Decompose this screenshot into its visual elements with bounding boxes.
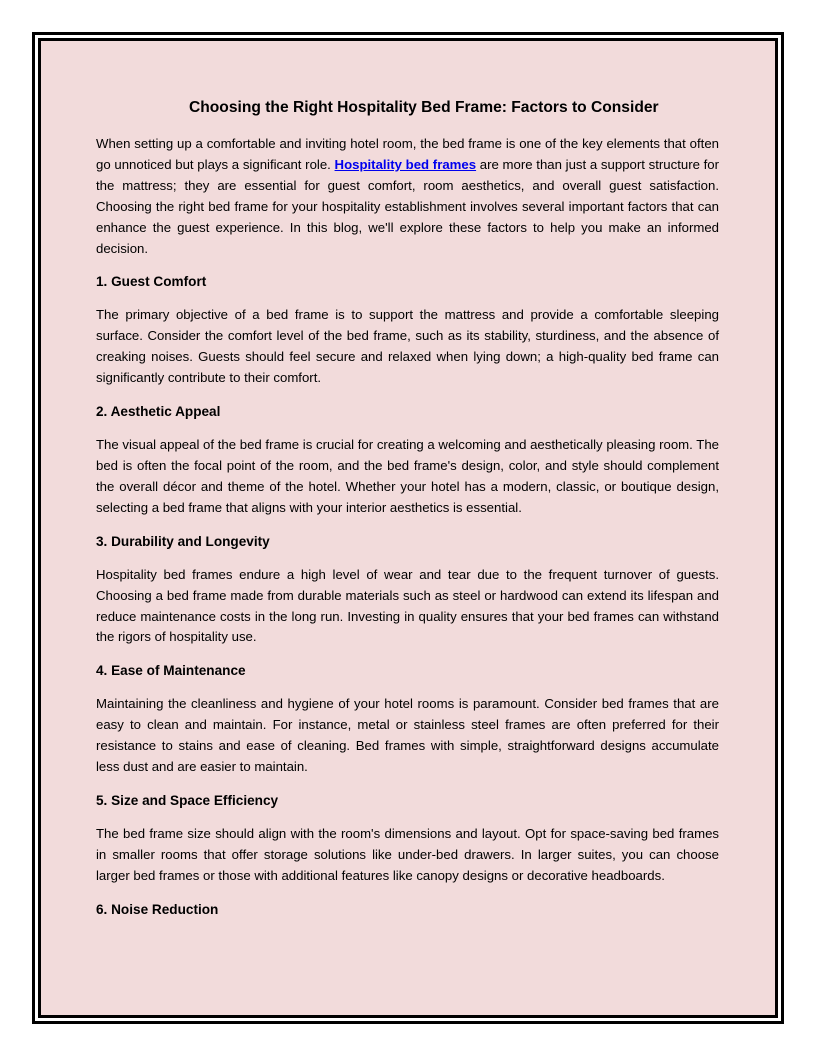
section-body-guest-comfort: The primary objective of a bed frame is to support the mattress and provide a comfortable sleeping surface. Consider the comfort level of the bed frame, such as its stability, sturdiness, and the absence of creaking noises. Guests should feel secure and relaxed when lying down; a high-quality bed frame can significantly contribute to their comfort. <box>96 307 719 386</box>
section-heading-size-space: 5. Size and Space Efficiency <box>96 792 279 808</box>
intro-text-after-link: are more than just a support structure for the mattress; they are essential for guest comfort, room aesthetics, and overall guest satisfaction. Choosing the right bed frame for your hospitality establishment involves several important factors that can enhance the guest experience. In this blog, we'll explore these factors to help you make an informed decision. <box>96 156 720 256</box>
section-heading-durability: 3. Durability and Longevity <box>96 533 270 549</box>
hospitality-bed-frames-link[interactable]: Hospitality bed frames <box>334 156 477 172</box>
section-heading-guest-comfort: 1. Guest Comfort <box>96 274 207 290</box>
intro-paragraph <box>96 134 719 259</box>
section-heading-maintenance: 4. Ease of Maintenance <box>96 663 246 679</box>
section-body-size-space: The bed frame size should align with the room's dimensions and layout. Opt for space-saving bed frames in smaller rooms that offer storage solutions like under-bed drawers. In larger suites, you can choose larger bed frames or those with additional features like canopy designs or decorative headboards. <box>96 825 719 883</box>
intro-text-before-link: When setting up a comfortable and inviting hotel room, the bed frame is one of the key elements that often go unnoticed but plays a significant role. <box>96 136 719 172</box>
section-heading-aesthetic-appeal: 2. Aesthetic Appeal <box>96 404 221 420</box>
section-body-durability: Hospitality bed frames endure a high level of wear and tear due to the frequent turnover of guests. Choosing a bed frame made from durable materials such as steel or hardwood can extend its lifespan and reduce maintenance costs in the long run. Investing in quality ensures that your bed frames can withstand the rigors of hospitality use. <box>96 566 719 645</box>
document-body <box>96 97 719 933</box>
section-body-maintenance: Maintaining the cleanliness and hygiene of your hotel rooms is paramount. Consider bed frames that are easy to clean and maintain. For instance, metal or stainless steel frames are often preferred for their resistance to stains and ease of cleaning. Bed frames with simple, straightforward designs accumulate less dust and are easier to maintain. <box>96 696 719 775</box>
section-heading-noise-reduction: 6. Noise Reduction <box>96 901 219 917</box>
section-body-aesthetic-appeal: The visual appeal of the bed frame is crucial for creating a welcoming and aesthetically pleasing room. The bed is often the focal point of the room, and the bed frame's design, color, and style should complement the overall décor and theme of the hotel. Whether your hotel has a modern, classic, or boutique design, selecting a bed frame that aligns with your interior aesthetics is essential. <box>96 437 719 515</box>
document-title: Choosing the Right Hospitality Bed Frame: Factors to Consider <box>189 99 659 116</box>
